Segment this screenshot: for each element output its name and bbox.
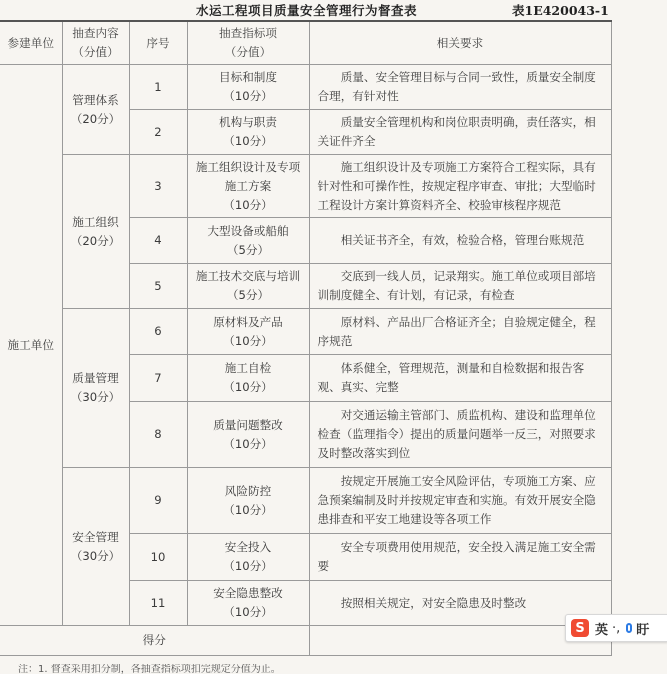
indicator-score: （10分）	[223, 436, 273, 451]
ime-language-toggle[interactable]: 英	[595, 622, 609, 638]
indicator-score: （5分）	[226, 242, 270, 257]
table-row	[0, 155, 611, 218]
seq-cell: 1	[129, 65, 187, 110]
group-score: （20分）	[70, 111, 121, 126]
indicator-score: （10分）	[223, 502, 273, 517]
indicator-name: 机构与职责	[219, 115, 277, 129]
indicator-name: 安全隐患整改	[213, 586, 283, 600]
header-content-line2: （分值）	[72, 45, 119, 59]
indicator-cell	[187, 402, 309, 468]
requirement-cell: 原材料、产品出厂合格证齐全；自验规定健全，程序规范	[309, 309, 611, 355]
header-seq: 序号	[129, 21, 187, 65]
requirement-cell: 对交通运输主管部门、质监机构、建设和监理单位检查（监理指令）提出的质量问题举一反三，对照要求及时整改落实到位	[309, 402, 611, 468]
requirement-cell: 按照相关规定，对安全隐患及时整改	[309, 581, 611, 626]
indicator-cell	[187, 534, 309, 581]
indicator-cell	[187, 264, 309, 309]
header-requirements: 相关要求	[309, 21, 611, 65]
seq-cell: 6	[129, 309, 187, 355]
indicator-cell	[187, 218, 309, 264]
requirement-cell: 安全专项费用使用规范，安全投入满足施工安全需要	[309, 534, 611, 581]
indicator-score: （10分）	[223, 333, 273, 348]
indicator-cell	[187, 65, 309, 110]
ime-punctuation-toggle[interactable]: ·,	[612, 620, 621, 636]
requirement-cell: 相关证书齐全，有效，检验合格，管理台账规范	[309, 218, 611, 264]
group-score: （30分）	[70, 390, 121, 404]
seq-cell: 8	[129, 402, 187, 468]
inspection-table	[0, 20, 612, 656]
group-cell	[62, 155, 129, 309]
group-cell	[62, 309, 129, 468]
requirement-cell: 质量、安全管理目标与合同一致性，质量安全制度合理，有针对性	[309, 65, 611, 110]
requirement-cell: 交底到一线人员，记录翔实。施工单位或项目部培训制度健全、有计划，有记录，有检查	[309, 264, 611, 309]
group-name: 管理体系	[72, 92, 119, 107]
ime-logo-icon[interactable]: S	[571, 619, 589, 637]
table-row	[0, 309, 611, 355]
indicator-name: 质量问题整改	[213, 417, 283, 432]
group-cell	[62, 468, 129, 626]
indicator-cell	[187, 355, 309, 402]
table-number: 表1E420043-1	[512, 3, 609, 18]
seq-cell: 7	[129, 355, 187, 402]
indicator-score: （10分）	[223, 559, 273, 573]
group-name: 施工组织	[72, 214, 119, 229]
indicator-cell	[187, 468, 309, 534]
header-content-line1: 抽查内容	[72, 26, 119, 40]
seq-cell: 5	[129, 264, 187, 309]
seq-cell: 3	[129, 155, 187, 218]
seq-cell: 2	[129, 110, 187, 155]
header-indicator-line1: 抽查指标项	[219, 26, 277, 40]
group-score: （20分）	[70, 233, 121, 248]
indicator-name: 施工组织设计及专项	[195, 159, 301, 174]
indicator-cell	[187, 110, 309, 155]
group-name: 安全管理	[72, 529, 119, 544]
seq-cell: 10	[129, 534, 187, 581]
indicator-name: 安全投入	[224, 540, 272, 554]
indicator-score: （5分）	[226, 288, 270, 302]
indicator-name: 施工自检	[224, 361, 272, 375]
table-title: 水运工程项目质量安全管理行为督查表	[196, 3, 418, 18]
indicator-cell	[187, 581, 309, 626]
ime-toolbar[interactable]	[565, 614, 667, 642]
group-name: 质量管理	[72, 371, 119, 385]
header-row	[0, 21, 611, 65]
score-row	[0, 626, 611, 656]
header-unit: 参建单位	[0, 21, 62, 65]
seq-cell: 4	[129, 218, 187, 264]
indicator-score: （10分）	[223, 605, 273, 619]
requirement-cell: 质量安全管理机构和岗位职责明确，责任落实，相关证件齐全	[309, 110, 611, 155]
table-title-bar	[0, 0, 667, 18]
unit-cell: 施工单位	[0, 65, 62, 626]
indicator-cell	[187, 155, 309, 218]
indicator-name-cont: 施工方案	[224, 178, 272, 193]
indicator-score: （10分）	[223, 89, 273, 103]
header-indicator-line2: （分值）	[224, 45, 272, 59]
group-score: （30分）	[70, 548, 121, 563]
microphone-icon[interactable]	[626, 623, 632, 633]
indicator-name: 目标和制度	[219, 70, 277, 84]
indicator-name: 原材料及产品	[213, 314, 283, 329]
score-label: 得分	[0, 626, 309, 656]
requirement-cell: 施工组织设计及专项施工方案符合工程实际，具有针对性和可操作性，按规定程序审查、审批；大型临时工程设计方案计算资料齐全、校验审核程序规范	[309, 155, 611, 218]
indicator-cell	[187, 309, 309, 355]
indicator-score: （10分）	[223, 197, 273, 212]
indicator-score: （10分）	[223, 134, 273, 148]
header-indicator	[187, 21, 309, 65]
table-row	[0, 468, 611, 534]
indicator-name: 大型设备或船舶	[207, 223, 289, 238]
requirement-cell: 体系健全，管理规范，测量和自检数据和报告客观、真实、完整	[309, 355, 611, 402]
ime-more-toggle[interactable]: 盱	[636, 622, 650, 638]
requirement-cell: 按规定开展施工安全风险评估，专项施工方案、应急预案编制及时并按规定审查和实施。有效开展安全隐患排查和平安工地建设等各项工作	[309, 468, 611, 534]
seq-cell: 11	[129, 581, 187, 626]
header-content	[62, 21, 129, 65]
indicator-name: 风险防控	[224, 483, 272, 498]
table-row	[0, 65, 611, 110]
indicator-score: （10分）	[223, 380, 273, 394]
indicator-name: 施工技术交底与培训	[195, 269, 301, 283]
seq-cell: 9	[129, 468, 187, 534]
table-note: 注：1. 督查采用扣分制，各抽查指标项扣完规定分值为止。	[18, 664, 281, 674]
group-cell	[62, 65, 129, 155]
